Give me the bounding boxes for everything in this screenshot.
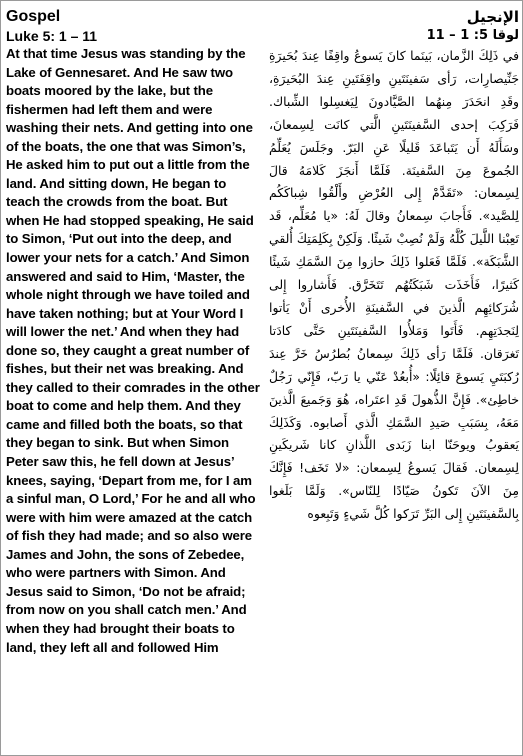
english-gospel-text: At that time Jesus was standing by the Lake of Gennesaret. And He saw two boats moored by the lake, but the fishermen had left them and were washing their nets. And getting into one of the boats, the one that was Simon’s, He asked him to put out a little from the land. And sitting down, He began to teach the crowds from the boat. But when He had stopped speaking, He said to Simon, ‘Put out into the deep, and lower your nets for a catch.’ And Simon answered and said to Him, ‘Master, the whole night through we have toiled and have taken nothing; but at Your Word I will lower the net.’ And when they had done so, they caught a great number of fishes, but their net was breaking. And they called to their comrades in the other boat to come and help them. And they came and filled both the boats, so that they began to sink. But when Simon Peter saw this, he fell down at Jesus’ knees, saying, ‘Depart from me, for I am a sinful man, O Lord,’ For he and all who were with him were amazed at the catch of fish they had made; and so also were James and John, the sons of Zebedee, who were partners with Simon. And Jesus said to Simon, ‘Do not be afraid; from now on you shall catch men.’ And when they had brought their boats to land, they left all and followed Him — [6, 46, 260, 655]
english-reference: Luke 5: 1 – 11 — [6, 28, 98, 44]
arabic-title: الإنجيل — [466, 8, 519, 26]
english-column — [6, 7, 262, 657]
arabic-gospel-text: في ذَلِكَ الزَّمان، بَينَما كانَ يَسوعُ واقِفًا عِندَ بُحَيرَةِ جَنِّيصارِات، رَأى سَفينَتَينِ واقِفَتَينِ عِندَ البُحَيرَةِ، وقَدِ انحَدَرَ مِنهُما الصَّيَّادونَ لِيَغسِلوا الشِّباك. فَرَكِبَ إحدى السَّفينَتَينِ الَّتي كانَت لِسِمعانَ، وسَأَلَهُ أَن يَتَباعَدَ قَليلًا عَنِ البَرّ. وجَلَسَ يُعَلِّمُ الجُموعَ مِنَ السَّفينَة. فَلَمَّا أَنجَزَ كَلامَهُ قالَ لِسِمعان: «تَقَدَّمْ إِلى العُرْضِ وأَلْقُوا شِباكَكُم لِلصَّيد». فَأَجابَ سِمعانُ وقالَ لَهُ: «يا مُعَلِّم، قَد تَعِبْنا اللَّيلَ كُلَّهُ وَلَمْ نُصِبْ شَيئًا. وَلَكِنْ بِكَلِمَتِكَ أُلقي الشَّبَكَة». فَلَمَّا فَعَلوا ذَلِكَ حازوا مِنَ السَّمَكِ شَيئًا كَثيرًا، فَأَخَذَت شَبَكَتُهُم تَتَخَرَّق. فَأَشاروا إِلى شُرَكائِهِم الَّذينَ في السَّفينَةِ الأُخرى أَنْ يَأتوا لِنَجدَتِهِم. فَأَتَوا وَمَلأُوا السَّفينَتَينِ حَتَّى كادَتا تَغرَقان. فَلَمَّا رَأى ذَلِكَ سِمعانُ بُطرُسُ خَرَّ عِندَ رُكبَتَيِ يَسوعَ قائِلًا: «أُبعُدْ عَنّي يا رَبّ، فَإِنّي رَجُلٌ خاطِئ». فَإِنَّ الذُّهولَ قَدِ اعتَراه، هُوَ وَجَميعَ الَّذينَ مَعَهُ، بِسَبَبِ صَيدِ السَّمَكِ الَّذي أَصابوه. وَكَذَلِكَ يَعقوبُ ويوحَنّا ابنا زَبَدى اللَّذانِ كانا شَريكَينِ لِسِمعان. فَقالَ يَسوعُ لِسِمعان: «لا تَخَف! فَإِنَّكَ مِنَ الآنَ تَكونُ صَيّادًا لِلنّاس». وَلَمَّا بَلَغوا بِالسَّفينَتَينِ إِلى البَرِّ تَرَكوا كُلَّ شَيءٍ وَتَبِعوه — [269, 48, 519, 522]
arabic-column — [269, 7, 519, 526]
english-title: Gospel — [6, 8, 61, 25]
arabic-reference: لوقا 5: 1 – 11 — [426, 28, 519, 43]
